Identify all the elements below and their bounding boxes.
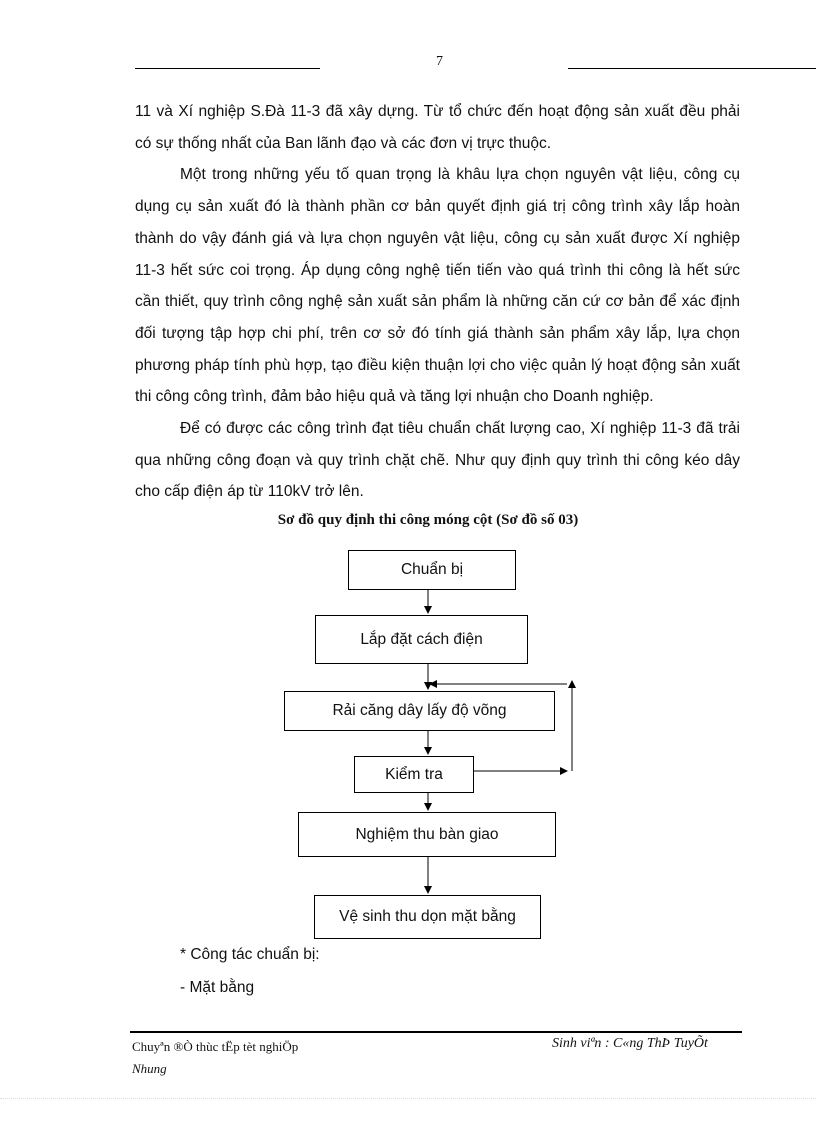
diagram-title: Sơ đồ quy định thi công móng cột (Sơ đồ số 03) [277,512,579,528]
step-install-insulator [315,615,528,664]
step-inspect [354,756,474,793]
step-prepare-label: Chuẩn bị [400,561,464,578]
step-acceptance-label: Nghiệm thu bàn giao [355,825,499,843]
page-number: 7 [436,54,443,69]
footer-rule [130,1031,742,1033]
paragraph-3: Để có được các công trình đạt tiêu chuẩn chất lượng cao, Xí nghiệp 11-3 đã trải qua những công đoạn và quy trình chặt chẽ. Như quy định quy trình thi công kéo dây cho cấp điện áp từ 110kV trở lên. [135,420,740,501]
step-string-wire-label: Rải căng dây lấy độ võng [332,702,507,719]
section-heading-preparation: * Công tác chuẩn bị: [180,946,320,963]
paragraph-1: 11 và Xí nghiệp S.Đà 11-3 đã xây dựng. Từ tổ chức đến hoạt động sản xuất đều phải có sự thống nhất của Ban lãnh đạo và các đơn vị trực thuộc. [135,103,740,152]
step-cleanup-label: Vệ sinh thu dọn mặt bằng [339,908,516,925]
step-cleanup [314,895,541,939]
footer-report-title: Chuyªn ®Ò thùc tËp tèt nghiÖp [132,1039,299,1054]
step-acceptance [298,812,556,857]
step-string-wire [284,691,555,731]
footer-name-continuation: Nhung [132,1061,167,1076]
paragraph-2: Một trong những yếu tố quan trọng là khâu lựa chọn nguyên vật liệu, công cụ dụng cụ sản xuất đó là thành phần cơ bản quyết định giá trị công trình xây lắp hoàn thành do vậy đánh giá và lựa chọn nguyên vật liệu, công cụ sản xuất được Xí nghiệp 11-3 hết sức coi trọng. Áp dụng công nghệ tiến tiến vào quá trình thi công là hết sức cần thiết, quy trình công nghệ sản xuất sản phẩm là những căn cứ cơ bản để xác định đối tượng tập hợp chi phí, trên cơ sở đó tính giá thành sản phẩm xây lắp, lựa chọn phương pháp tính phù hợp, tạo điều kiện thuận lợi cho việc quản lý hoạt động sản xuất thi công công trình, đảm bảo hiệu quả và tăng lợi nhuận cho Doanh nghiệp. [135,166,740,406]
footer-left [132,1036,298,1080]
footer-student: Sinh viªn : C«ng ThÞ TuyÕt [552,1036,708,1051]
section-item-site: - Mặt bằng [180,979,255,996]
step-prepare [348,550,516,590]
step-inspect-label: Kiểm tra [385,765,443,783]
bottom-dotted-rule [0,1098,816,1099]
step-install-insulator-label: Lắp đặt cách điện [360,630,483,648]
